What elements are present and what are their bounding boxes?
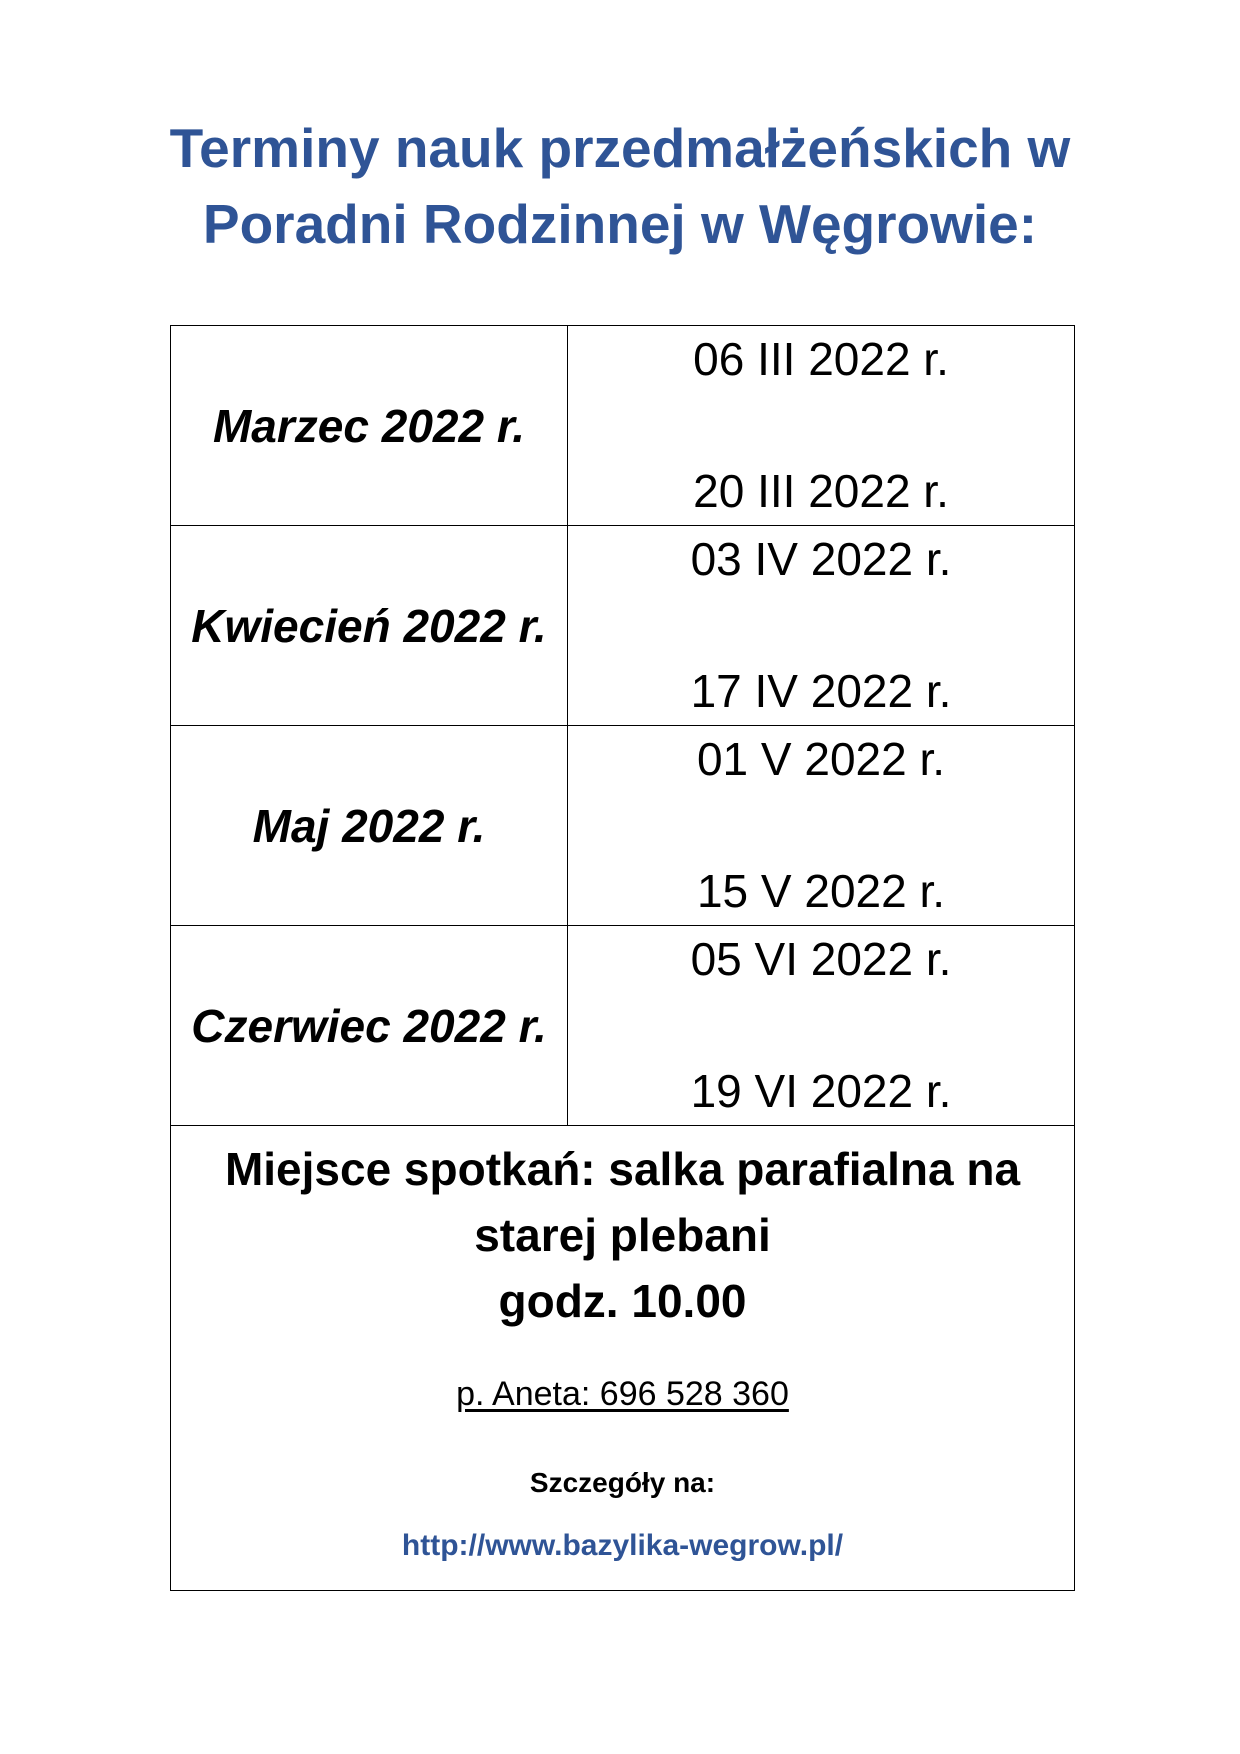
contact-phone [171, 1374, 1074, 1414]
date-second: 19 VI 2022 r. [690, 1065, 952, 1117]
dates-cell [568, 526, 1074, 725]
date-second: 17 IV 2022 r. [690, 665, 952, 717]
details-label: Szczegóły na: [529, 1467, 716, 1498]
month-cell: Marzec 2022 r. [171, 326, 568, 525]
info-section [171, 1126, 1074, 1590]
schedule-row-march [171, 326, 1074, 526]
title-line-2: Poradni Rodzinnej w Węgrowie: [202, 193, 1038, 255]
month-cell: Kwiecień 2022 r. [171, 526, 568, 725]
dates-cell [568, 926, 1074, 1125]
date-first: 03 IV 2022 r. [690, 533, 952, 585]
page-title [0, 110, 1240, 262]
schedule-row-may [171, 726, 1074, 926]
meeting-place [171, 1136, 1074, 1334]
date-first: 01 V 2022 r. [696, 733, 946, 785]
date-first: 05 VI 2022 r. [690, 933, 952, 985]
website-link[interactable]: http://www.bazylika-wegrow.pl/ [401, 1529, 844, 1562]
month-cell: Maj 2022 r. [171, 726, 568, 925]
dates-cell [568, 726, 1074, 925]
meeting-place-line-1: Miejsce spotkań: salka parafialna na [224, 1143, 1021, 1195]
meeting-place-line-2: starej plebani [474, 1209, 771, 1261]
meeting-time: godz. 10.00 [498, 1275, 747, 1327]
title-line-1: Terminy nauk przedmałżeńskich w [169, 117, 1071, 179]
schedule-row-june [171, 926, 1074, 1126]
month-cell: Czerwiec 2022 r. [171, 926, 568, 1125]
schedule-row-april [171, 526, 1074, 726]
date-first: 06 III 2022 r. [693, 333, 949, 385]
schedule-table [170, 325, 1075, 1591]
date-second: 15 V 2022 r. [696, 865, 946, 917]
dates-cell [568, 326, 1074, 525]
contact-phone-text: p. Aneta: 696 528 360 [456, 1375, 789, 1413]
date-second: 20 III 2022 r. [693, 465, 949, 517]
